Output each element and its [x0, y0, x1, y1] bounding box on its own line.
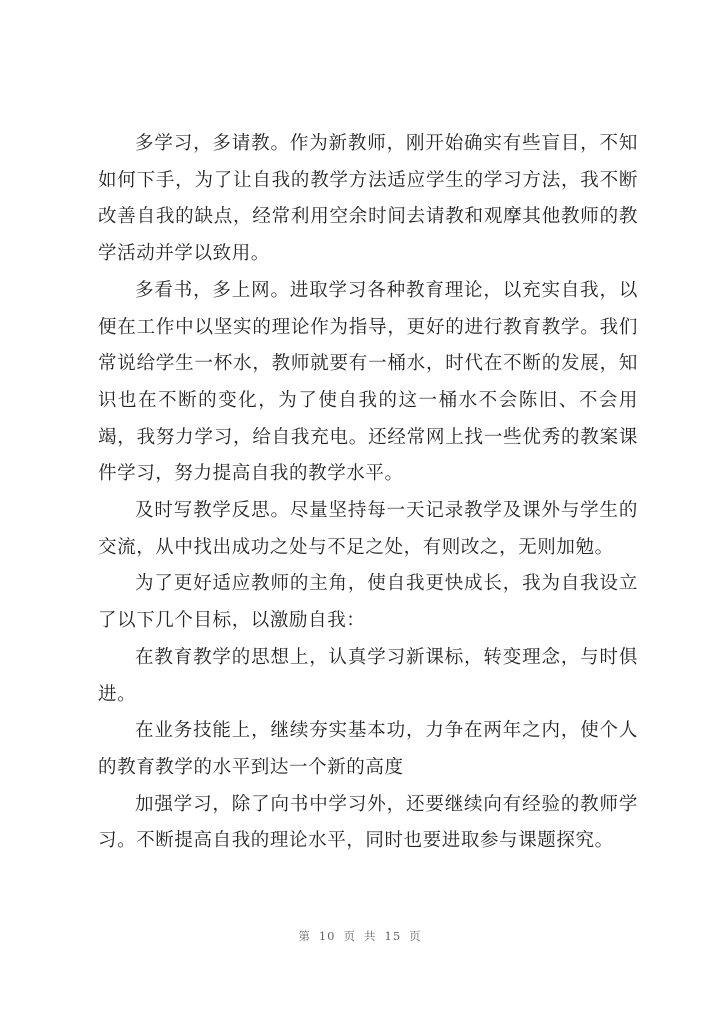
paragraph-teaching-reflection: 及时写教学反思。尽量坚持每一天记录教学及课外与学生的交流，从中找出成功之处与不足之处，有则改之，无则加勉。	[98, 500, 638, 558]
paragraph-goal-skills: 在业务技能上，继续夯实基本功，力争在两年之内，使个人的教育教学的水平到达一个新的高度	[98, 720, 638, 778]
paragraph-goals-intro: 为了更好适应教师的主角，使自我更快成长，我为自我设立了以下几个目标，以激励自我：	[98, 573, 638, 632]
paragraph-read-and-browse: 多看书，多上网。进取学习各种教育理论，以充实自我，以便在工作中以坚实的理论作为指导，更好的进行教育教学。我们常说给学生一杯水，教师就要有一桶水，时代在不断的发展，知识也在不断的变化，为了使自我的这一桶水不会陈旧、不会用竭，我努力学习，给自我充电。还经常网上找一些优秀的教案课件学习，努力提高自我的教学水平。	[98, 279, 638, 485]
footer-label-total: 共	[364, 929, 377, 943]
page-number-footer	[0, 928, 720, 944]
footer-total-pages: 15	[384, 929, 402, 943]
footer-current-page: 10	[318, 929, 336, 943]
footer-label-page: 第	[298, 929, 311, 943]
paragraph-study-and-consult: 多学习，多请教。作为新教师，刚开始确实有些盲目，不知如何下手，为了让自我的教学方法适应学生的学习方法，我不断改善自我的缺点，经常利用空余时间去请教和观摩其他教师的教学活动并学以致用。	[98, 133, 638, 265]
paragraph-goal-thinking: 在教育教学的思想上，认真学习新课标，转变理念，与时俱进。	[98, 646, 638, 705]
footer-label-total-unit: 页	[409, 929, 422, 943]
footer-label-page-unit: 页	[343, 929, 356, 943]
paragraph-goal-learning: 加强学习，除了向书中学习外，还要继续向有经验的教师学习。不断提高自我的理论水平，同时也要进取参与课题探究。	[98, 793, 638, 852]
document-body	[98, 126, 638, 860]
